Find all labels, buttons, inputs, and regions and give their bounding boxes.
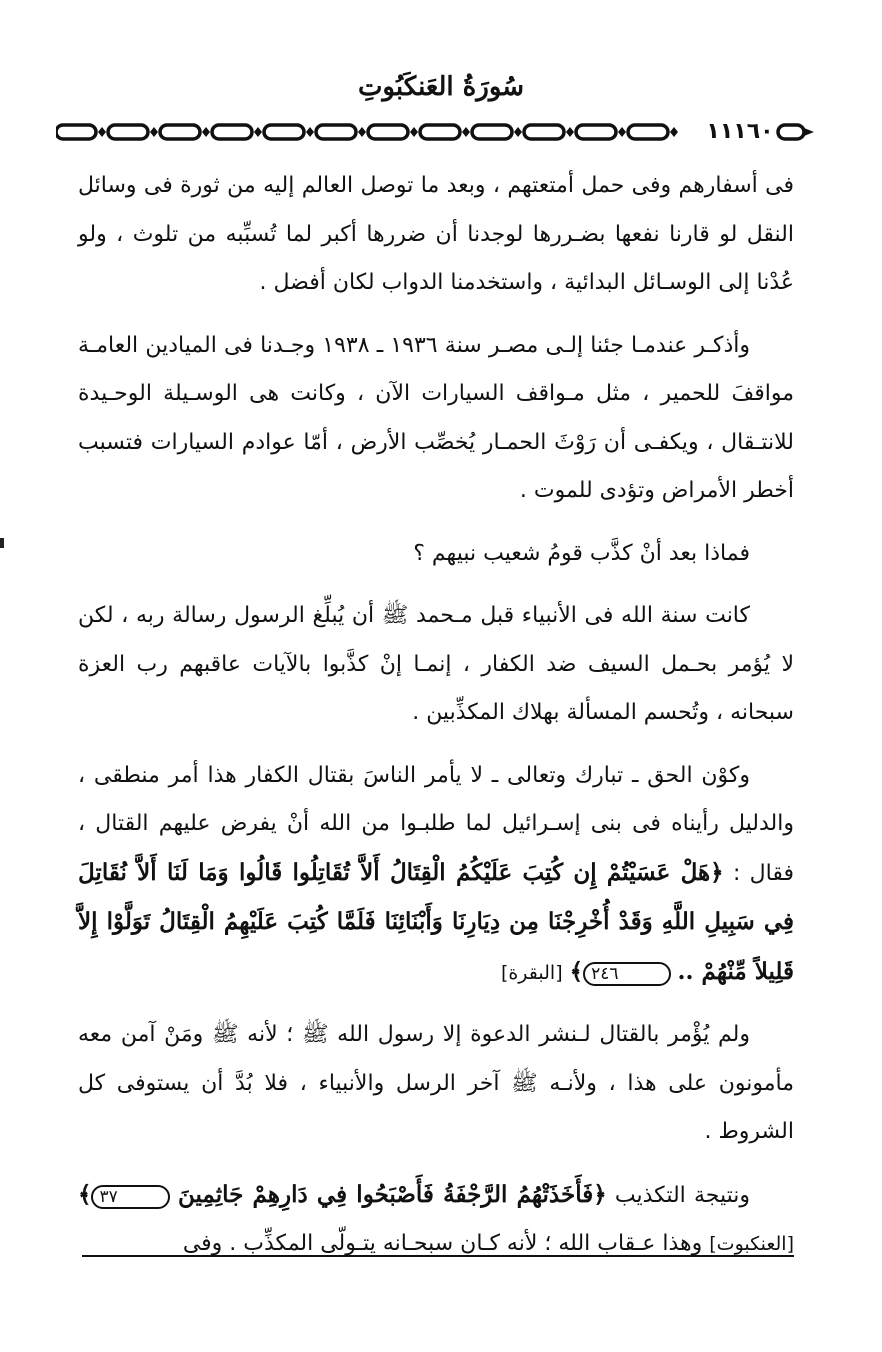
chain-link xyxy=(368,125,408,139)
quran-verse: ﴿فَأَخَذَتْهُمُ الرَّجْفَةُ فَأَصْبَحُوا فِي دَارِهِمْ جَاثِمِينَ xyxy=(177,1180,607,1208)
chain-link xyxy=(628,125,668,139)
chain-diamond xyxy=(410,127,418,137)
chain-link xyxy=(160,125,200,139)
paragraph-text: وكوْن الحق ـ تبارك وتعالى ـ لا يأمر الناسَ بقتال الكفار هذا أمر منطقى ، والدليل رأيناه فى بنى إسـرائيل لما طلبـوا من الله أنْ يفرض عليهم القتال ، فقال : xyxy=(78,762,794,886)
chain-diamond xyxy=(358,127,366,137)
paragraph-with-verse xyxy=(78,752,794,998)
chain-link xyxy=(212,125,252,139)
chain-link xyxy=(778,125,804,139)
chain-diamond xyxy=(306,127,314,137)
paragraph-text: وهذا عـقاب الله ؛ لأنه كـان سبحـانه يتـولّى المكذِّب . وفى xyxy=(182,1231,703,1256)
paragraph-with-verse xyxy=(78,1171,794,1269)
quran-verse: ﴿هَلْ عَسَيْتُمْ إِن كُتِبَ عَلَيْكُمُ الْقِتَالُ أَلاَّ تُقَاتِلُوا قَالُوا وَمَا لَنَا أَلاَّ نُقَاتِلَ فِي سَبِيلِ اللَّهِ وَقَدْ أُخْرِجْنَا مِن دِيَارِنَا وَأَبْنَائِنَا فَلَمَّا كُتِبَ عَلَيْهِمُ الْقِتَالُ تَوَلَّوْا إِلاَّ قَلِيلاً مِّنْهُمْ .. xyxy=(78,858,794,985)
body-text xyxy=(78,162,794,1283)
decorative-border xyxy=(56,116,816,148)
chain-diamond xyxy=(618,127,626,137)
chain-diamond xyxy=(566,127,574,137)
chain-link xyxy=(524,125,564,139)
verse-close-bracket: ﴾ xyxy=(569,957,584,985)
chain-link xyxy=(264,125,304,139)
chain-diamond xyxy=(202,127,210,137)
verse-number: ٣٧ xyxy=(91,1185,169,1209)
chain-diamond xyxy=(254,127,262,137)
footer-rule xyxy=(82,1255,794,1257)
chain-link xyxy=(108,125,148,139)
page-number: ١١١٦٠ xyxy=(705,116,775,148)
surah-reference: [البقرة] xyxy=(500,961,563,984)
chain-link xyxy=(420,125,460,139)
scan-artifact xyxy=(0,538,4,548)
chain-ornament xyxy=(56,116,816,148)
chain-end xyxy=(804,128,814,136)
paragraph: وأذكـر عندمـا جئنا إلـى مصـر سنة ١٩٣٦ ـ ١٩٣٨ وجـدنا فى الميادين العامـة مواقفَ للحمير ، مثل مـواقف السيارات الآن ، وكانت هى الوسـيلة الوحـيدة للانتـقال ، ويكفـى أن رَوْثَ الحمـار يُخصِّب الأرض ، أمّا عوادم السيارات فتسبب أخطر الأمراض وتؤدى للموت . xyxy=(78,332,794,503)
verse-number: ٢٤٦ xyxy=(583,962,670,986)
chain-link xyxy=(576,125,616,139)
paragraph-text: ونتيجة التكذيب xyxy=(614,1182,750,1208)
chain-link xyxy=(56,125,96,139)
verse-close-bracket: ﴾ xyxy=(78,1180,92,1208)
surah-title: سُورَةُ العَنكَبُوتِ xyxy=(357,72,525,102)
chain-diamond xyxy=(462,127,470,137)
chain-diamond xyxy=(514,127,522,137)
chain-link xyxy=(472,125,512,139)
paragraph: كانت سنة الله فى الأنبياء قبل مـحمد ﷺ أن يُبلِّغ الرسول رسالة ربه ، لكن لا يُؤمر بحـمل السيف ضد الكفار ، إنمـا إنْ كذَّبوا بالآيات عاقبهم رب العزة سبحانه ، وتُحسم المسألة بهلاك المكذِّبين . xyxy=(78,603,794,725)
paragraph: فى أسفارهم وفى حمل أمتعتهم ، وبعد ما توصل العالم إليه من ثورة فى وسائل النقل لو قارنا نفعها بضـررها لوجدنا أن ضررها أكبر لما تُسبِّبه من تلوث ، ولو عُدْنا إلى الوسـائل البدائية ، واستخدمنا الدواب لكان أفضل . xyxy=(78,173,794,295)
paragraph: ولم يُؤْمر بالقتال لـنشر الدعوة إلا رسول الله ﷺ ؛ لأنه ﷺ ومَنْ آمن معه مأمونون على هذا ، ولأنـه ﷺ آخر الرسل والأنبياء ، فلا بُدَّ أن يستوفى كل الشروط . xyxy=(78,1022,794,1144)
chain-diamond xyxy=(98,127,106,137)
chain-link xyxy=(316,125,356,139)
chain-diamond xyxy=(670,127,678,137)
paragraph: فماذا بعد أنْ كذَّب قومُ شعيب نبيهم ؟ xyxy=(413,540,750,566)
surah-reference: [العنكبوت] xyxy=(709,1233,794,1255)
chain-diamond xyxy=(150,127,158,137)
